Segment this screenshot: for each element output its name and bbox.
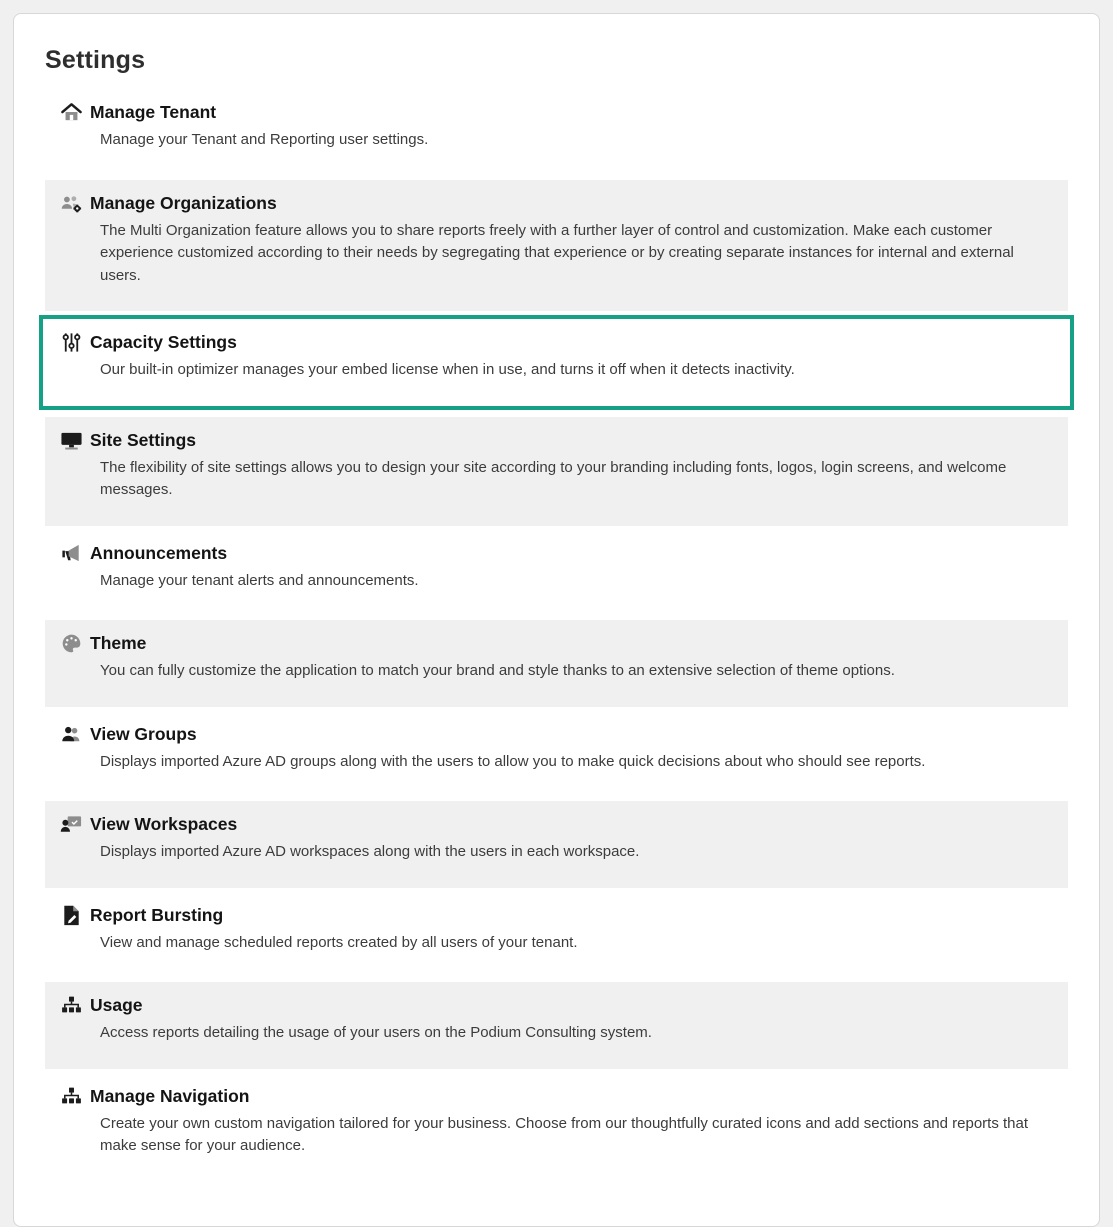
desktop-icon <box>59 429 84 452</box>
settings-item-title: Announcements <box>90 542 228 563</box>
megaphone-icon <box>59 542 84 565</box>
row-head <box>59 1085 1054 1108</box>
settings-item-description: Displays imported Azure AD groups along with the users to allow you to make quick decisions about who should see reports. <box>100 752 926 770</box>
settings-row-capacity-settings[interactable] <box>39 315 1074 410</box>
row-head <box>59 429 1054 452</box>
row-head <box>59 994 1054 1017</box>
settings-row-manage-organizations[interactable] <box>45 180 1068 312</box>
settings-row-usage[interactable] <box>45 982 1068 1069</box>
row-head <box>59 904 1054 927</box>
settings-item-title: Report Bursting <box>90 904 224 925</box>
settings-row-view-workspaces[interactable] <box>45 801 1068 888</box>
settings-row-view-groups[interactable] <box>45 711 1068 798</box>
settings-item-description: View and manage scheduled reports created by all users of your tenant. <box>100 933 578 951</box>
settings-card <box>13 13 1100 1227</box>
row-head <box>59 723 1054 746</box>
settings-row-report-bursting[interactable] <box>45 892 1068 979</box>
settings-list <box>45 89 1068 1182</box>
settings-item-title: Theme <box>90 633 147 653</box>
palette-icon <box>59 632 84 655</box>
settings-item-description: The flexibility of site settings allows you to design your site according to your branding including fonts, logos, login screens, and welcome messages. <box>100 458 1007 498</box>
settings-item-title: Manage Tenant <box>90 102 217 122</box>
sliders-icon <box>59 331 84 354</box>
settings-item-description: Manage your Tenant and Reporting user settings. <box>100 131 429 148</box>
sitemap-icon <box>59 1085 84 1108</box>
row-head <box>59 101 1054 124</box>
settings-row-theme[interactable] <box>45 620 1068 707</box>
row-head <box>59 331 1054 354</box>
settings-item-description: Manage your tenant alerts and announcements. <box>100 571 419 589</box>
settings-item-description: The Multi Organization feature allows you to share reports freely with a further layer of control and customization. Make each customer experience customized according to their needs by segregating that experience or by creating separate instances for internal and external users. <box>100 221 1014 284</box>
settings-row-manage-tenant[interactable] <box>45 89 1068 176</box>
settings-item-description: Our built-in optimizer manages your embed license when in use, and turns it off when it detects inactivity. <box>100 361 795 378</box>
settings-item-title: Manage Navigation <box>90 1085 250 1106</box>
settings-item-title: View Workspaces <box>90 814 238 834</box>
settings-item-description: Displays imported Azure AD workspaces along with the users in each workspace. <box>100 843 640 860</box>
row-head <box>59 632 1054 655</box>
file-pen-icon <box>59 904 84 927</box>
settings-item-title: Site Settings <box>90 429 196 450</box>
row-head <box>59 813 1054 836</box>
chalkboard-user-icon <box>59 813 84 836</box>
settings-row-announcements[interactable] <box>45 530 1068 617</box>
row-head <box>59 542 1054 565</box>
row-head <box>59 192 1054 215</box>
settings-item-description: You can fully customize the application to match your brand and style thanks to an extensive selection of theme options. <box>100 662 895 679</box>
settings-item-description: Create your own custom navigation tailored for your business. Choose from our thoughtfully curated icons and add sections and reports that make sense for your audience. <box>100 1114 1029 1154</box>
user-group-icon <box>59 723 84 746</box>
settings-row-manage-navigation[interactable] <box>45 1073 1068 1182</box>
settings-row-site-settings[interactable] <box>45 417 1068 526</box>
home-icon <box>59 101 84 124</box>
settings-item-title: Manage Organizations <box>90 192 277 213</box>
settings-item-title: Usage <box>90 995 143 1015</box>
settings-item-description: Access reports detailing the usage of your users on the Podium Consulting system. <box>100 1024 652 1041</box>
settings-item-title: Capacity Settings <box>90 332 237 352</box>
sitemap-icon <box>59 994 84 1017</box>
users-gear-icon <box>59 192 84 215</box>
settings-item-title: View Groups <box>90 723 197 744</box>
page-title: Settings <box>45 46 146 74</box>
